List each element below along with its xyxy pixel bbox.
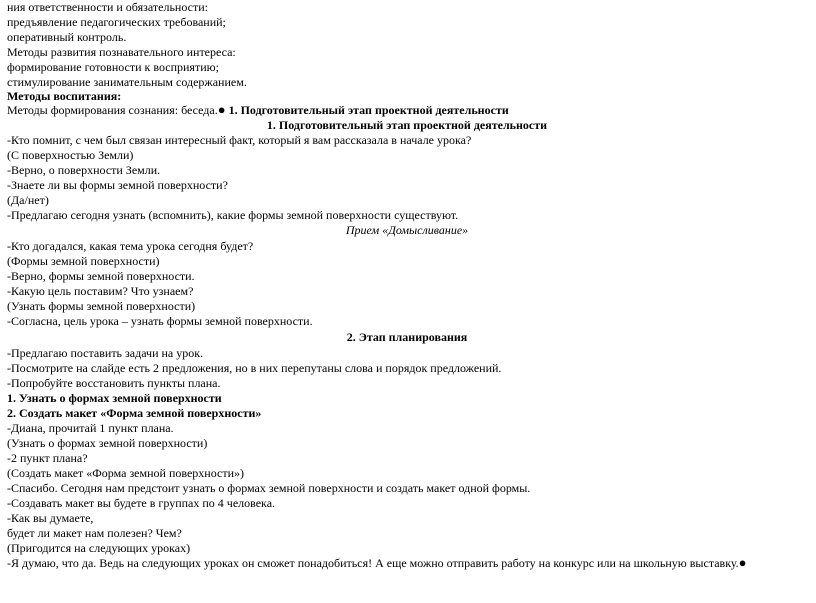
plan-item: 2. Создать макет «Форма земной поверхности» xyxy=(7,406,262,420)
text-line: (Узнать формы земной поверхности) xyxy=(7,299,196,313)
section-heading: Методы воспитания: xyxy=(7,89,122,103)
text-line: -Посмотрите на слайде есть 2 предложения, но в них перепутаны слова и порядок предложений. xyxy=(7,361,502,375)
text-line xyxy=(7,103,509,117)
text-line: (Пригодится на следующих уроках) xyxy=(7,541,191,555)
text-line: -Знаете ли вы формы земной поверхности? xyxy=(7,178,228,192)
text-line: -Создавать макет вы будете в группах по 4 человека. xyxy=(7,496,276,510)
text-line: (Формы земной поверхности) xyxy=(7,254,160,268)
text-line: -Кто догадался, какая тема урока сегодня будет? xyxy=(7,239,254,253)
text-line: (Создать макет «Форма земной поверхности») xyxy=(7,466,244,480)
text-line: предъявление педагогических требований; xyxy=(7,15,226,29)
text-line: оперативный контроль. xyxy=(7,30,127,44)
text-line: -2 пункт плана? xyxy=(7,451,88,465)
text-line: -Верно, о поверхности Земли. xyxy=(7,163,161,177)
text-line: Методы развития познавательного интереса: xyxy=(7,45,236,59)
bullet-mark: ● xyxy=(217,102,226,117)
text-line: -Верно, формы земной поверхности. xyxy=(7,269,195,283)
section-heading: 2. Этап планирования xyxy=(346,330,468,344)
text-line: -Попробуйте восстановить пункты плана. xyxy=(7,376,221,390)
text-line: (С поверхностью Земли) xyxy=(7,148,134,162)
text-line: (Узнать о формах земной поверхности) xyxy=(7,436,208,450)
text-line: -Кто помнит, с чем был связан интересный факт, который я вам рассказала в начале урока? xyxy=(7,133,472,147)
plan-item: 1. Узнать о формах земной поверхности xyxy=(7,391,222,405)
text-line: -Какую цель поставим? Что узнаем? xyxy=(7,284,194,298)
inline-heading: 1. Подготовительный этап проектной деятельности xyxy=(225,103,509,117)
text-line: ния ответственности и обязательности: xyxy=(7,0,208,14)
text-line: -Диана, прочитай 1 пункт плана. xyxy=(7,421,174,435)
text-line xyxy=(7,556,747,570)
text-line: стимулирование занимательным содержанием. xyxy=(7,75,247,89)
text-line: -Спасибо. Сегодня нам предстоит узнать о формах земной поверхности и создать макет одной формы. xyxy=(7,481,531,495)
text-line: будет ли макет нам полезен? Чем? xyxy=(7,526,182,540)
text-line: формирование готовности к восприятию; xyxy=(7,60,219,74)
text-line: (Да/нет) xyxy=(7,193,49,207)
text-fragment: -Я думаю, что да. Ведь на следующих уроках он сможет понадобиться! А еще можно отправить работу на конкурс или на школьную выставку. xyxy=(7,556,739,570)
text-line: -Предлагаю сегодня узнать (вспомнить), какие формы земной поверхности существуют. xyxy=(7,208,459,222)
text-line: -Как вы думаете, xyxy=(7,511,94,525)
text-line: -Предлагаю поставить задачи на урок. xyxy=(7,346,204,360)
technique-heading: Прием «Домысливание» xyxy=(345,223,469,237)
text-fragment: Методы формирования сознания: беседа. xyxy=(7,103,218,117)
bullet-mark: ● xyxy=(738,555,747,570)
section-heading: 1. Подготовительный этап проектной деятельности xyxy=(266,118,548,132)
text-line: -Согласна, цель урока – узнать формы земной поверхности. xyxy=(7,314,313,328)
